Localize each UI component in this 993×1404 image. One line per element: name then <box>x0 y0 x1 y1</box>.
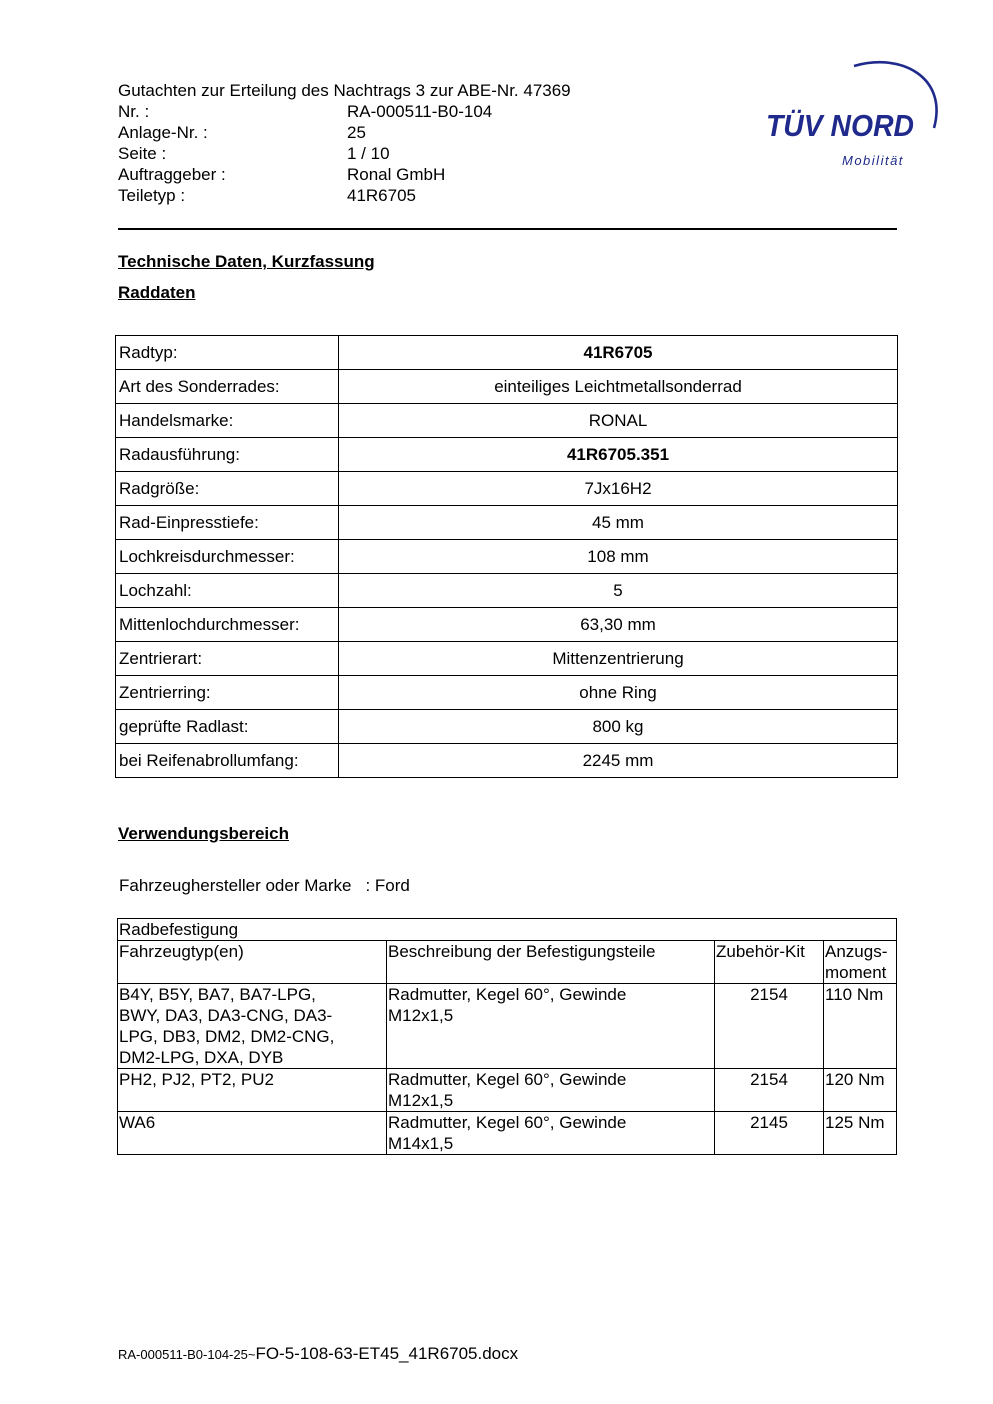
table-caption-row <box>118 919 897 941</box>
column-header: Beschreibung der Befestigungsteile <box>387 941 715 984</box>
row-value: 41R6705.351 <box>339 438 898 472</box>
row-label: Lochkreisdurchmesser: <box>116 540 339 574</box>
row-label: Art des Sonderrades: <box>116 370 339 404</box>
column-header: Fahrzeugtyp(en) <box>118 941 387 984</box>
row-value: RONAL <box>339 404 898 438</box>
table-row <box>116 336 898 370</box>
header-divider <box>118 228 897 230</box>
meta-label: Seite : <box>118 144 167 163</box>
table-row <box>116 744 898 778</box>
meta-row-nr <box>118 101 738 122</box>
row-value: 5 <box>339 574 898 608</box>
cell-description: Radmutter, Kegel 60°, Gewinde M14x1,5 <box>387 1112 715 1155</box>
meta-value: 25 <box>347 123 366 142</box>
raddaten-table <box>115 335 898 778</box>
cell-torque: 125 Nm <box>824 1112 897 1155</box>
document-header <box>118 80 738 206</box>
row-value: 41R6705 <box>339 336 898 370</box>
row-label: Lochzahl: <box>116 574 339 608</box>
meta-label: Anlage-Nr. : <box>118 123 208 142</box>
row-label: Rad-Einpresstiefe: <box>116 506 339 540</box>
table-row <box>116 710 898 744</box>
row-label: Radausführung: <box>116 438 339 472</box>
document-title: Gutachten zur Erteilung des Nachtrags 3 zur ABE-Nr. 47369 <box>118 81 571 100</box>
cell-description: Radmutter, Kegel 60°, Gewinde M12x1,5 <box>387 984 715 1069</box>
row-value: 2245 mm <box>339 744 898 778</box>
meta-label: Teiletyp : <box>118 186 186 205</box>
table-row <box>116 574 898 608</box>
cell-kit: 2154 <box>715 984 824 1069</box>
row-label: Handelsmarke: <box>116 404 339 438</box>
row-label: Zentrierart: <box>116 642 339 676</box>
column-header: Anzugs- moment <box>824 941 897 984</box>
table-row <box>116 506 898 540</box>
meta-value: RA-000511-B0-104 <box>347 102 493 121</box>
meta-value: Ronal GmbH <box>347 165 446 184</box>
row-value: Mittenzentrierung <box>339 642 898 676</box>
footer-prefix: RA-000511-B0-104-25~ <box>118 1347 256 1362</box>
table-row <box>116 438 898 472</box>
table-row <box>118 1069 897 1112</box>
cell-torque: 110 Nm <box>824 984 897 1069</box>
row-label: Mittenlochdurchmesser: <box>116 608 339 642</box>
table-header-row <box>118 941 897 984</box>
row-value: 45 mm <box>339 506 898 540</box>
row-value: 108 mm <box>339 540 898 574</box>
table-caption: Radbefestigung <box>118 919 897 941</box>
meta-row-teiletyp <box>118 185 738 206</box>
meta-value: 1 / 10 <box>347 144 390 163</box>
logo-sub-text: Mobilität <box>842 153 904 168</box>
table-row <box>116 642 898 676</box>
meta-row-seite <box>118 143 738 164</box>
maker-value: Ford <box>374 876 410 895</box>
table-row <box>116 608 898 642</box>
cell-kit: 2145 <box>715 1112 824 1155</box>
footer-filename: FO-5-108-63-ET45_41R6705.docx <box>255 1344 519 1363</box>
maker-label: Fahrzeughersteller oder Marke <box>119 876 352 895</box>
cell-description: Radmutter, Kegel 60°, Gewinde M12x1,5 <box>387 1069 715 1112</box>
table-row <box>116 404 898 438</box>
tuv-nord-logo <box>762 58 942 173</box>
row-label: geprüfte Radlast: <box>116 710 339 744</box>
table-row <box>118 1112 897 1155</box>
document-footer <box>118 1344 518 1364</box>
row-value: 800 kg <box>339 710 898 744</box>
befestigung-table <box>117 918 897 1155</box>
row-label: Radtyp: <box>116 336 339 370</box>
row-value: einteiliges Leichtmetallsonderrad <box>339 370 898 404</box>
cell-torque: 120 Nm <box>824 1069 897 1112</box>
cell-vehicle-types: B4Y, B5Y, BA7, BA7-LPG, BWY, DA3, DA3-CNG, DA3- LPG, DB3, DM2, DM2-CNG, DM2-LPG, DXA, DYB <box>118 984 387 1069</box>
table-row <box>116 370 898 404</box>
row-value: 7Jx16H2 <box>339 472 898 506</box>
row-label: bei Reifenabrollumfang: <box>116 744 339 778</box>
row-value: ohne Ring <box>339 676 898 710</box>
meta-value: 41R6705 <box>347 186 417 205</box>
maker-separator: : <box>365 876 371 895</box>
column-header: Zubehör-Kit <box>715 941 824 984</box>
row-label: Zentrierring: <box>116 676 339 710</box>
cell-kit: 2154 <box>715 1069 824 1112</box>
meta-row-anlage <box>118 122 738 143</box>
section-heading-raddaten: Raddaten <box>118 283 196 302</box>
section-heading-technische: Technische Daten, Kurzfassung <box>118 252 375 271</box>
vehicle-maker-line <box>119 876 410 896</box>
meta-label: Auftraggeber : <box>118 165 226 184</box>
table-row <box>116 676 898 710</box>
logo-brand-text: TÜV NORD <box>766 108 914 143</box>
section-heading-verwendung: Verwendungsbereich <box>118 824 289 843</box>
meta-row-auftraggeber <box>118 164 738 185</box>
cell-vehicle-types: PH2, PJ2, PT2, PU2 <box>118 1069 387 1112</box>
table-row <box>116 472 898 506</box>
table-row <box>118 984 897 1069</box>
row-value: 63,30 mm <box>339 608 898 642</box>
cell-vehicle-types: WA6 <box>118 1112 387 1155</box>
row-label: Radgröße: <box>116 472 339 506</box>
table-row <box>116 540 898 574</box>
meta-label: Nr. : <box>118 102 150 121</box>
